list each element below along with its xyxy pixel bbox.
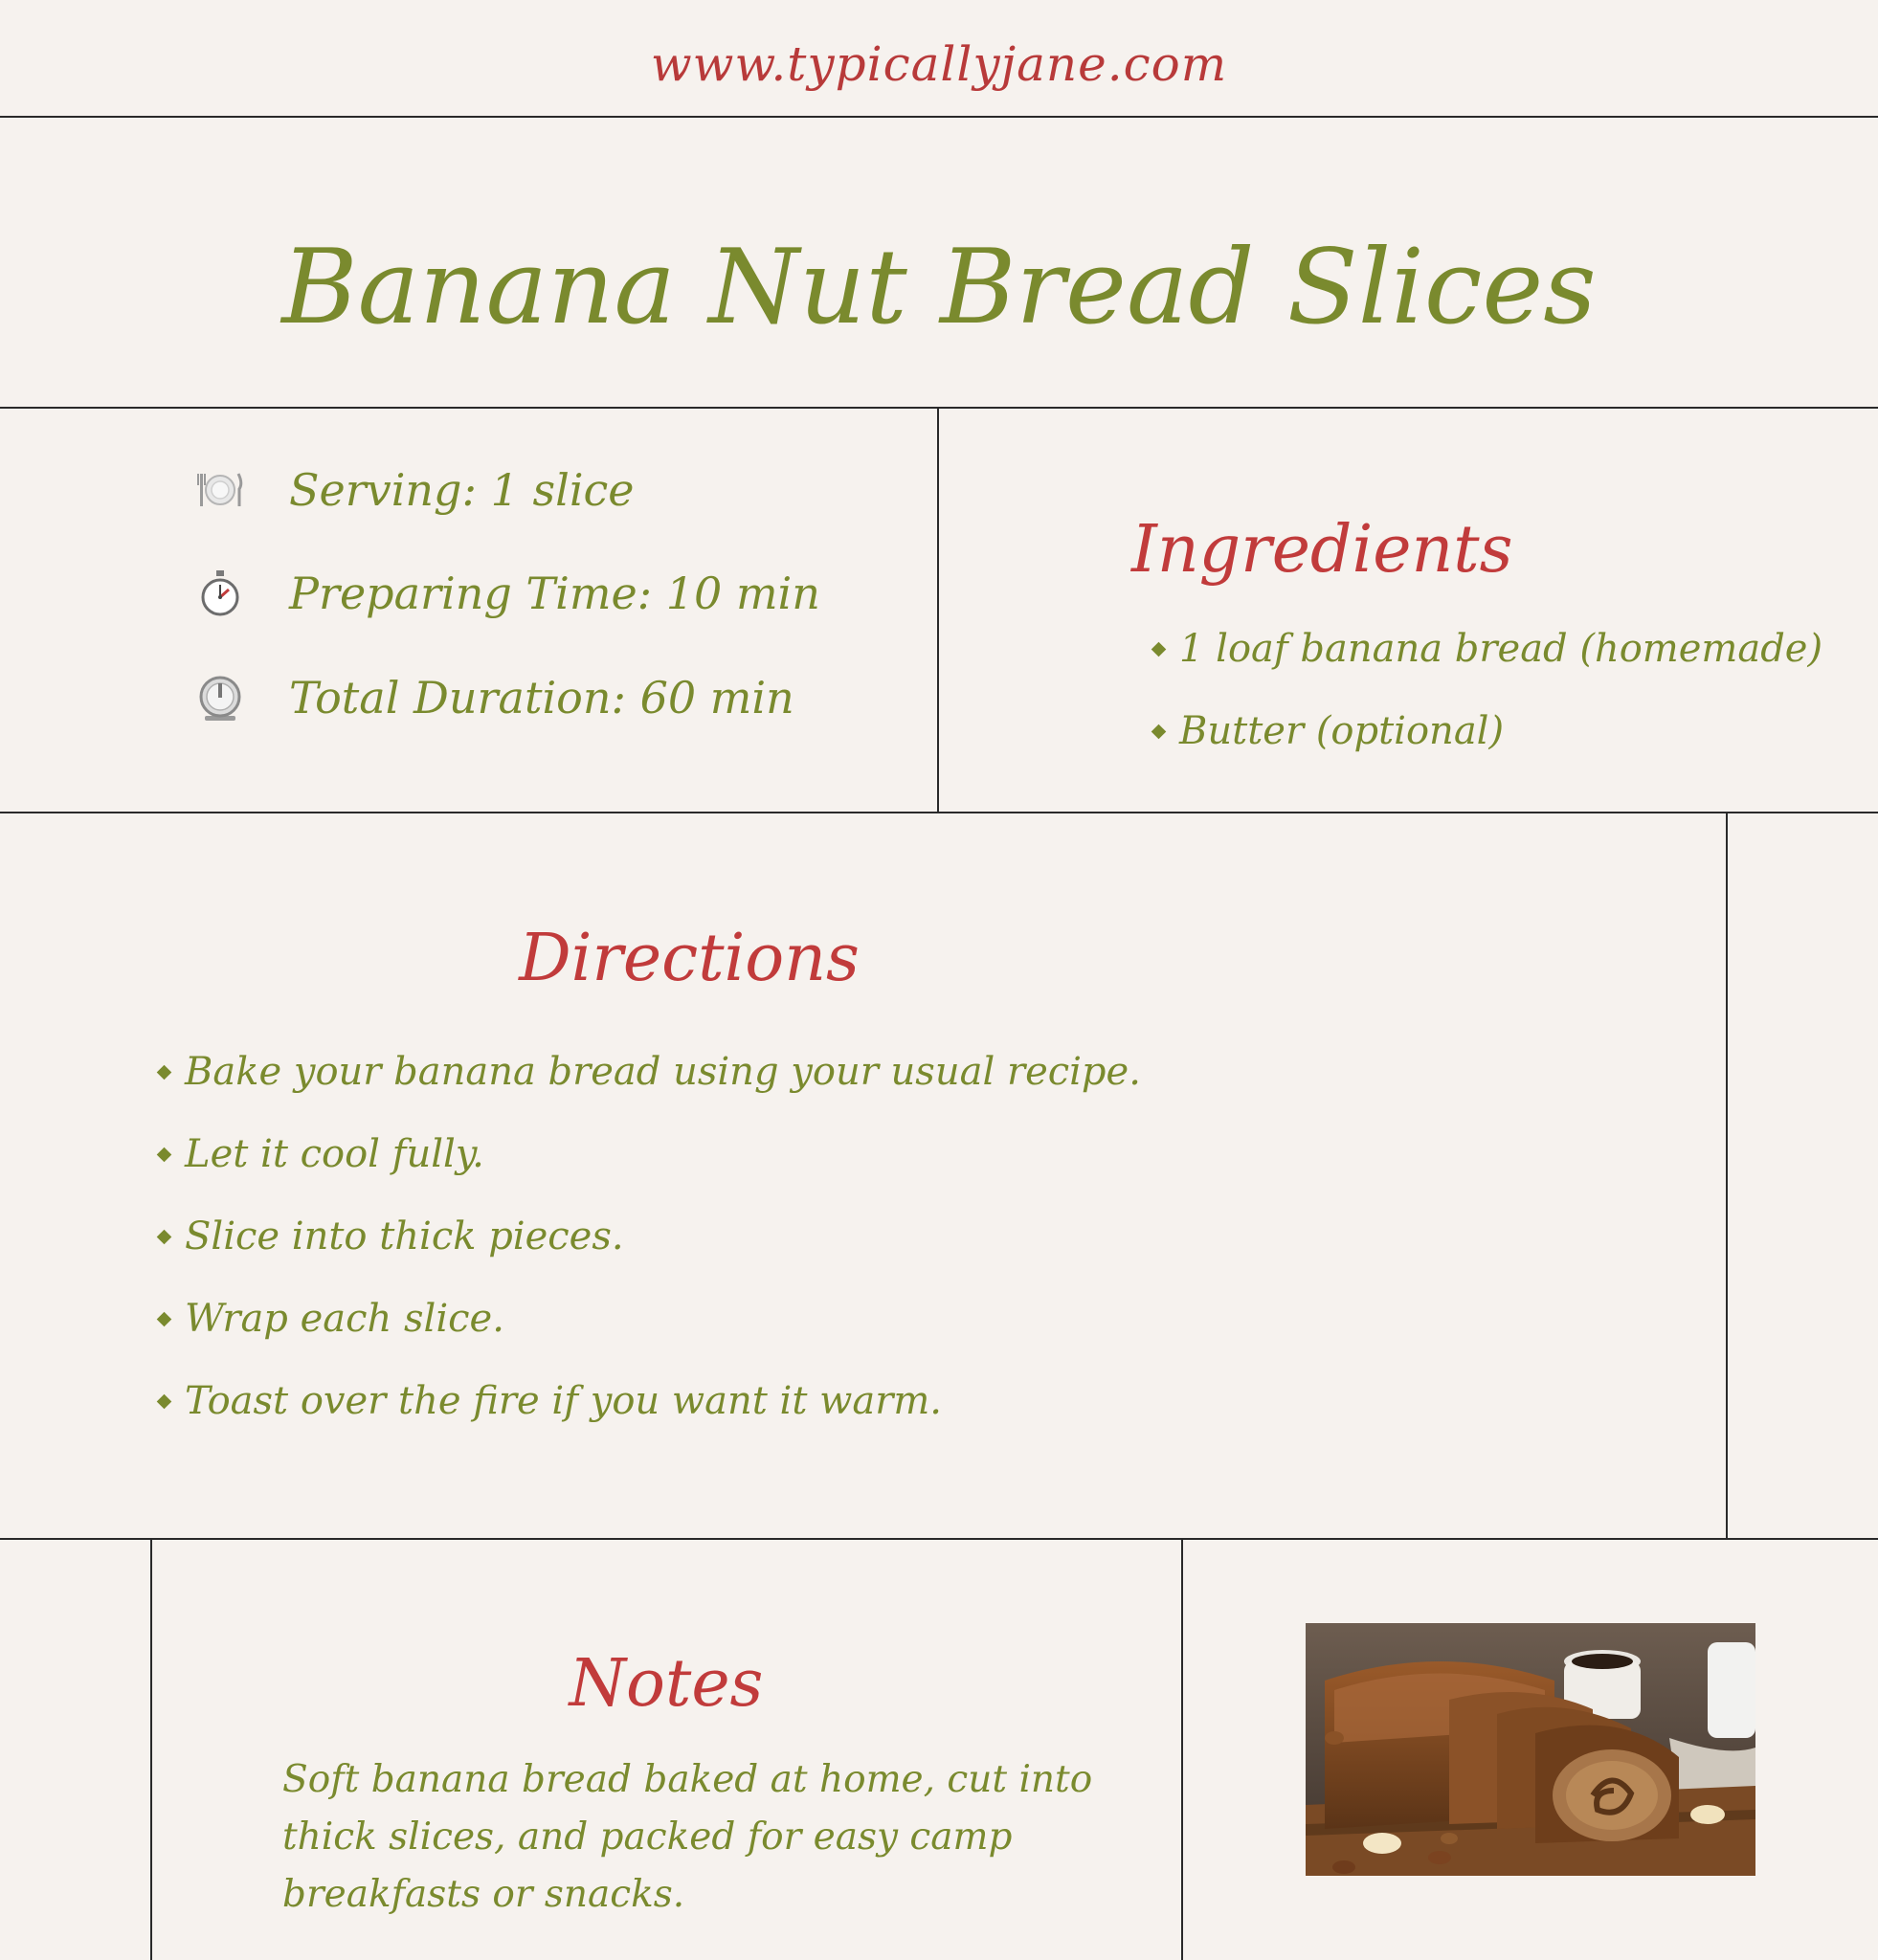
bullet-icon [157,1147,172,1162]
banana-bread-photo [1306,1623,1755,1876]
total-duration-info [191,664,794,731]
directions-list [159,1031,1141,1442]
stopwatch-icon [191,565,249,622]
site-url[interactable]: www.typicallyjane.com [650,36,1228,92]
notes-left-divider [150,1539,152,1960]
directions-heading: Directions [519,921,860,996]
notes-text: Soft banana bread baked at home, cut into thick slices, and packed for easy camp breakfasts or snacks. [282,1758,1093,1916]
prep-time-info [191,560,820,627]
ingredients-heading: Ingredients [1131,512,1513,588]
prep-time-text: Preparing Time: 10 min [289,568,820,619]
bullet-icon [157,1064,172,1080]
bullet-icon [157,1311,172,1326]
direction-step: Slice into thick pieces. [159,1195,1141,1278]
serving-info [191,457,635,523]
ingredients-list [1153,608,1822,772]
directions-side-divider [1726,813,1728,1539]
ingredient-item: Butter (optional) [1153,690,1822,772]
direction-step: Wrap each slice. [159,1278,1141,1360]
page-title: Banana Nut Bread Slices [281,228,1597,347]
serving-text: Serving: 1 slice [289,464,635,516]
bullet-icon [157,1229,172,1244]
timer-icon [191,669,249,726]
direction-step: Let it cool fully. [159,1113,1141,1195]
bullet-icon [1151,724,1167,739]
directions-divider [0,1538,1878,1540]
info-divider [0,812,1878,813]
direction-step: Bake your banana bread using your usual recipe. [159,1031,1141,1113]
header-divider [0,116,1878,118]
bullet-icon [1151,641,1167,657]
info-ingredients-divider [937,408,939,813]
plate-icon [191,461,249,519]
notes-image-divider [1181,1539,1183,1960]
direction-step: Toast over the fire if you want it warm. [159,1360,1141,1442]
bullet-icon [157,1393,172,1409]
notes-heading: Notes [569,1646,764,1722]
ingredient-item: 1 loaf banana bread (homemade) [1153,608,1822,690]
title-divider [0,407,1878,409]
total-duration-text: Total Duration: 60 min [289,672,794,724]
